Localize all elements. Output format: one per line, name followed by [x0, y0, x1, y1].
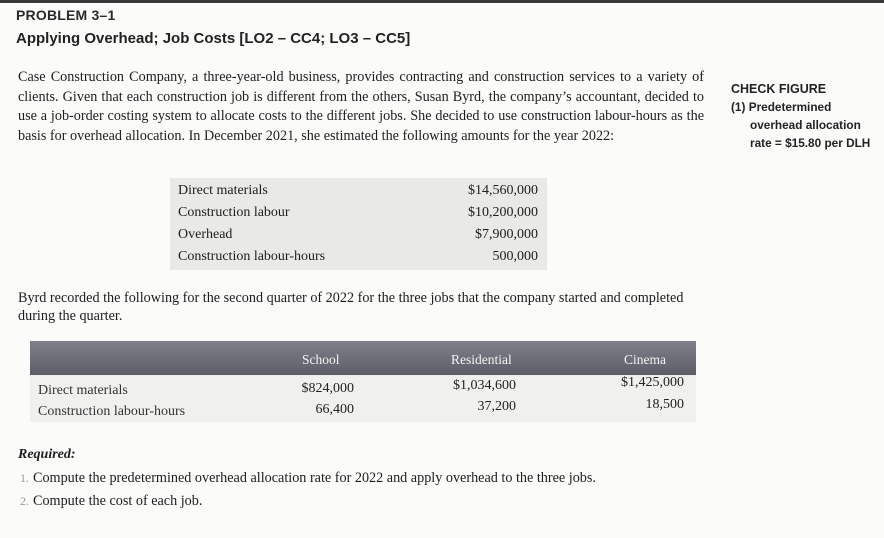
problem-label: PROBLEM 3–1	[16, 7, 116, 23]
cell-school-materials: $824,000	[301, 381, 354, 396]
estimate-label: Construction labour	[178, 205, 290, 220]
estimate-row	[178, 249, 538, 271]
required-item-text: Compute the cost of each job.	[33, 493, 203, 509]
cell-residential-hours: 37,200	[477, 399, 516, 414]
required-item-number: 2.	[20, 494, 29, 508]
cell-school-hours: 66,400	[315, 402, 354, 417]
estimate-row	[178, 227, 538, 249]
intro-paragraph: Case Construction Company, a three-year-old business, provides contracting and construction services to a variety of clients. Given that each construction job is different from the others, Susan Byrd, the company’s accountant, decided to use a job-order costing system to allocate costs to the different jobs. She decided to use construction labour-hours as the basis for overhead allocation. In December 2021, she estimated the following amounts for the year 2022:	[18, 69, 704, 144]
cell-cinema-hours: 18,500	[645, 397, 684, 412]
estimate-label: Construction labour-hours	[178, 249, 326, 264]
check-figure-item: (1) Predetermined overhead allocation rate = $15.80 per DLH	[731, 100, 871, 150]
jobs-table-header	[30, 341, 696, 375]
jobs-table	[30, 341, 696, 422]
cell-cinema-materials: $1,425,000	[621, 375, 684, 390]
required-item	[20, 470, 596, 487]
estimate-value: $10,200,000	[468, 205, 538, 220]
estimate-value: $7,900,000	[475, 227, 538, 242]
required-item-text: Compute the predetermined overhead allocation rate for 2022 and apply overhead to the three jobs.	[33, 470, 596, 486]
column-header-school: School	[302, 352, 340, 367]
estimates-table	[170, 178, 547, 270]
required-heading: Required:	[18, 447, 76, 462]
estimate-label: Overhead	[178, 227, 233, 242]
column-header-residential: Residential	[451, 352, 512, 367]
column-header-cinema: Cinema	[624, 352, 666, 367]
check-figure-box	[731, 80, 881, 152]
problem-title: Applying Overhead; Job Costs [LO2 – CC4; LO3 – CC5]	[16, 30, 411, 47]
top-border	[0, 0, 884, 3]
row-label-labour-hours: Construction labour-hours	[38, 404, 186, 419]
estimate-value: 500,000	[492, 249, 538, 264]
row-label-direct-materials: Direct materials	[38, 383, 128, 398]
required-item	[20, 493, 202, 510]
estimate-value: $14,560,000	[468, 183, 538, 198]
estimate-row	[178, 205, 538, 227]
estimate-row	[178, 183, 538, 205]
check-figure-heading: CHECK FIGURE	[731, 82, 827, 96]
cell-residential-materials: $1,034,600	[453, 378, 516, 393]
second-quarter-paragraph: Byrd recorded the following for the second quarter of 2022 for the three jobs that the company started and completed during the quarter.	[18, 290, 684, 324]
required-item-number: 1.	[20, 471, 29, 485]
estimate-label: Direct materials	[178, 183, 268, 198]
